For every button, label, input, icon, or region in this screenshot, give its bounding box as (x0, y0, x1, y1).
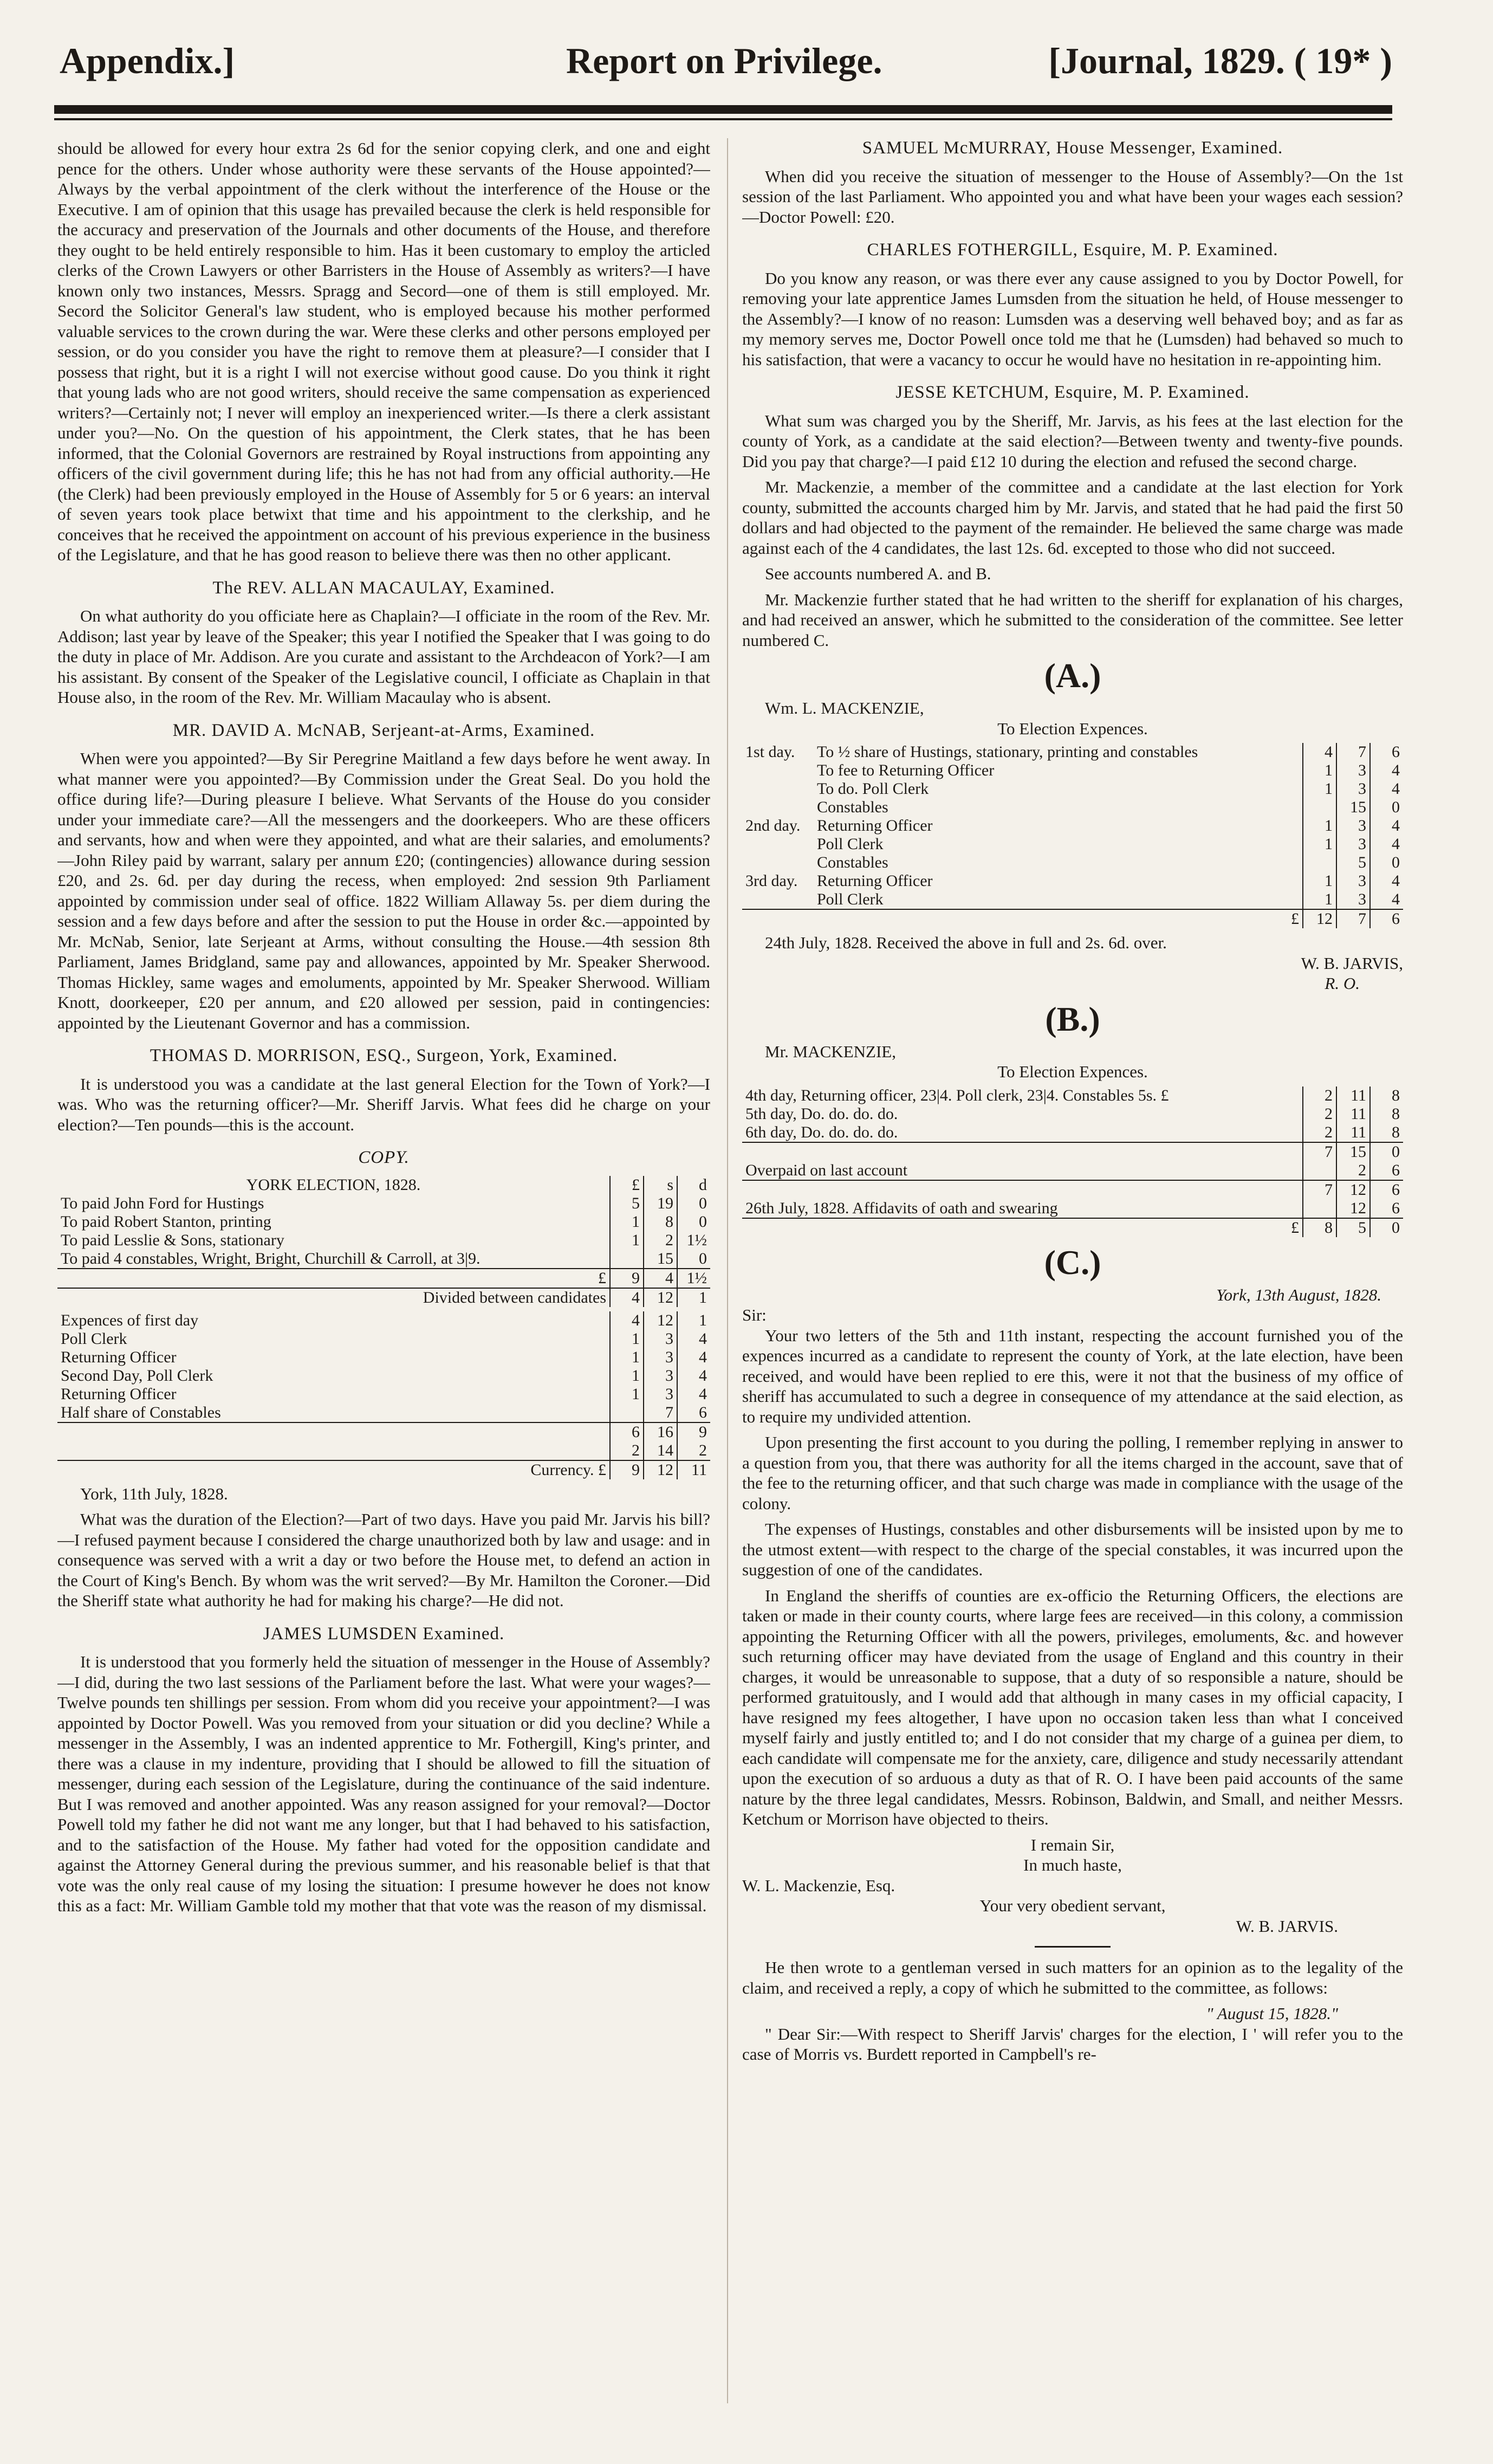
macaulay-paragraph: On what authority do you officiate here as Chaplain?—I officiate in the room of the Rev. Mr. Addison; last year by leave of the Speaker; this year I notified the Speaker that I was going to do the duty in place of Mr. Addison. Are you curate and assistant to the Archdeacon of York?—I am his assistant. By consent of the Speaker of the Legislative council, I officiate as Chaplain in that House also, in the room of the Rev. Mr. William Macaulay who is absent. (57, 606, 710, 707)
account-b-name: Mr. MACKENZIE, (765, 1042, 896, 1061)
account-b-subtotal2-row: 7 12 6 (742, 1180, 1403, 1199)
expences-add-row: 2 14 2 (57, 1441, 710, 1460)
table-row: Half share of Constables 7 6 (57, 1404, 710, 1422)
page-header (54, 34, 1392, 99)
table-row: To paid Robert Stanton, printing 1 8 0 (57, 1213, 710, 1231)
table-row: 2nd day. Returning Officer 1 3 4 (742, 817, 1403, 835)
header-rule-thin (54, 118, 1392, 120)
letter-c-haste: In much haste, (1023, 1855, 1122, 1874)
table-row: To fee to Returning Officer 1 3 4 (742, 761, 1403, 780)
mcmurray-heading: SAMUEL McMURRAY, House Messenger, Examined. (862, 138, 1283, 158)
table-row: To do. Poll Clerk 1 3 4 (742, 780, 1403, 798)
york-divided-row: Divided between candidates 4 12 1 (57, 1288, 710, 1307)
table-row: To paid John Ford for Hustings 5 19 0 (57, 1194, 710, 1213)
letter-c-remain: I remain Sir, (1030, 1835, 1115, 1854)
table-row: To paid 4 constables, Wright, Bright, Churchill & Carroll, at 3|9. 15 0 (57, 1250, 710, 1269)
macaulay-heading: The REV. ALLAN MACAULAY, Examined. (212, 578, 555, 598)
account-a-signature: W. B. JARVIS, (1301, 953, 1403, 973)
morrison-paragraph: It is understood you was a candidate at the last general Election for the Town of York?—I was. Who was the returning officer?—Mr. Sheriff Jarvis. What fees did he charge on your election?—Ten pounds—this is the account. (57, 1074, 710, 1134)
letter-c-signature: W. B. JARVIS. (1236, 1916, 1338, 1936)
york-date: York, 11th July, 1828. (80, 1484, 228, 1503)
fothergill-paragraph: Do you know any reason, or was there ever any cause assigned to you by Doctor Powell, for removing your late apprentice James Lumsden from the situation he held, of House messenger to the Assembly?—I know of no reason: Lumsden was a deserving well behaved boy; and as far as my memory serves me, Doctor Powell once told me that he (Lumsden) had behaved so much to his satisfaction, that were a vacancy to occur he would have no hesitation in re-appointing him. (742, 268, 1403, 369)
table-row: 5th day, Do. do. do. do. 2 11 8 (742, 1105, 1403, 1123)
letter-c-date: York, 13th August, 1828. (1216, 1285, 1381, 1304)
letter-c-recipient: W. L. Mackenzie, Esq. (742, 1876, 895, 1895)
clerk-testimony-paragraph: should be allowed for every hour extra 2s 6d for the senior copying clerk, and one and eight pence for the others. Under whose authority were these servants of the House appointed?—Always by the verbal appointment of the clerk without the interference of the House or the Executive. I am of opinion that this usage has prevailed because the clerk is held responsible for the accuracy and preservation of the Journals and other documents of the House, and therefore they ought to be held entirely responsible to him. Has it been customary to employ the articled clerks of the Crown Lawyers or other Barristers in the House of Assembly as writers?—I have known only two instances, Messrs. Spragg and Secord—one of them is still employed. Mr. Secord the Solicitor General's law student, who is employed because his mother performed valuable services to the crown during the war. Were these clerks and other persons employed per session, or do you consider you have the right to remove them at pleasure?—I consider that I possess that right, but it is a right I will not exercise without good cause. Do you think it right that young lads who are not good writers, should receive the same compensation as experienced writers?—Certainly not; I never will employ an inexperienced writer.—Is there a clerk assistant under you?—No. On the question of his appointment, the Clerk states, that he has been informed, that the Colonial Governors are restrained by Royal instructions from appointing any officers of the civil government during life; this he has not had from any official authority.—He (the Clerk) had been previously employed in the House of Assembly for 5 or 6 years: an interval of seven years took place betwixt that time and his appointment to the clerkship, and he conceives that he received the appointment on account of his previous experience in the business of the Legislature, and that he has good reason to believe there was then no other applicant. (57, 139, 710, 564)
letter-c-paragraph-4: In England the sheriffs of counties are ex-officio the Returning Officers, the elections are taken or made in their county courts, where large fees are received—in this colony, a commission appointing the Returning Officer with all the powers, privileges, emoluments, &c. and however such returning officer may have deviated from the usage of England and this country in their charges, it would be unreasonable to suppose, that a duty of so responsible a nature, should be performed gratuitously, and I would add that although in many cases in my official capacity, I have resigned my fees altogether, I have upon no occasion taken less than what I conceived myself fairly and justly entitled to; and I do not consider that my charge of a guinea per diem, to each candidate will compensate me for the anxiety, care, diligence and study necessarily attendant upon the execution of so arduous a duty as that of R. O. I have been paid accounts of the same nature by the three legal candidates, Messrs. Robinson, Baldwin, and Small, and neither Messrs. Ketchum or Morrison have objected to theirs. (742, 1586, 1403, 1828)
letter-c-paragraph-3: The expenses of Hustings, constables and other disbursements will be insisted upon by me to the utmost extent—with respect to the charge of the special constables, it was incurred upon the suggestion of one of the candidates. (742, 1519, 1403, 1579)
ketchum-heading: JESSE KETCHUM, Esquire, M. P. Examined. (895, 383, 1250, 402)
york-total-row: £ 9 4 1½ (57, 1269, 710, 1288)
expences-account (57, 1311, 710, 1479)
letter-c-heading: (C.) (1044, 1243, 1101, 1282)
table-row: 3rd day. Returning Officer 1 3 4 (742, 872, 1403, 890)
table-row: 1st day. To ½ share of Hustings, stationary, printing and constables 4 7 6 (742, 743, 1403, 761)
account-b-to: To Election Expences. (997, 1062, 1148, 1081)
quoted-date: " August 15, 1828." (1206, 2004, 1338, 2023)
dear-sir-paragraph: " Dear Sir:—With respect to Sheriff Jarvis' charges for the election, I ' will refer you to the case of Morris vs. Burdett reported in Campbell's re- (742, 2024, 1403, 2064)
header-rule-thick (54, 105, 1392, 114)
table-row: Returning Officer 1 3 4 (57, 1385, 710, 1404)
header-left: Appendix.] (60, 40, 235, 81)
account-b-total-row: £ 8 5 0 (742, 1218, 1403, 1237)
account-a-to: To Election Expences. (997, 719, 1148, 738)
table-row: Constables 15 0 (742, 798, 1403, 817)
account-a-received: 24th July, 1828. Received the above in full and 2s. 6d. over. (765, 933, 1167, 952)
letter-c-paragraph-2: Upon presenting the first account to you during the polling, I remember replying in answer to a question from you, that there was authority for all the items charged in the account, save that of the fee to the returning officer, and that such charge was made in compliance with the usage of the colony. (742, 1433, 1403, 1513)
york-election-title: YORK ELECTION, 1828. (246, 1175, 421, 1194)
lumsden-heading: JAMES LUMSDEN Examined. (263, 1624, 505, 1644)
left-column (57, 138, 710, 2414)
table-row: Overpaid on last account 2 6 (742, 1161, 1403, 1180)
letter-c-closing: Your very obedient servant, (979, 1896, 1166, 1915)
copy-label: COPY. (358, 1148, 410, 1167)
currency-total-row: Currency. £ 9 12 11 (57, 1460, 710, 1479)
expences-subtotal-row: 6 16 9 (57, 1422, 710, 1441)
mcnab-heading: MR. DAVID A. McNAB, Serjeant-at-Arms, Examined. (172, 720, 595, 740)
fothergill-heading: CHARLES FOTHERGILL, Esquire, M. P. Examined. (867, 240, 1278, 260)
table-row: To paid Lesslie & Sons, stationary 1 2 1½ (57, 1231, 710, 1250)
account-a-name: Wm. L. MACKENZIE, (765, 699, 924, 717)
ketchum-paragraph: What sum was charged you by the Sheriff, Mr. Jarvis, as his fees at the last election for the county of York, as a candidate at the said election?—Between twenty and twenty-five pounds. Did you pay that charge?—I paid £12 10 during the election and refused the second charge. (742, 411, 1403, 471)
mackenzie-paragraph-1: Mr. Mackenzie, a member of the committee and a candidate at the last election for York county, submitted the accounts charged him by Mr. Jarvis, and stated that he had paid the first 50 dollars and had objected to the payment of the remainder. He believed the same charge was made against each of the 4 candidates, the last 12s. 6d. excepted to those who did not succeed. (742, 477, 1403, 558)
right-column (742, 138, 1403, 2414)
see-accounts-line: See accounts numbered A. and B. (765, 564, 991, 583)
table-row: Constables 5 0 (742, 853, 1403, 872)
header-title: Report on Privilege. (566, 40, 882, 81)
account-a-heading: (A.) (1044, 656, 1101, 695)
lumsden-paragraph: It is understood that you formerly held the situation of messenger in the House of Assembly?—I did, during the two last sessions of the Parliament before the last. What were your wages?—Twelve pounds ten shillings per session. From whom did you receive your appointment?—I was appointed by Doctor Powell. Was you removed from your situation or did you decline? While a messenger in the Assembly, I was an indented apprentice to Mr. Fothergill, King's printer, and there was a clause in my indenture, providing that I should be allowed to fill the situation of messenger, during each session of the Legislature, during the continuance of the said indenture. But I was removed and another appointed. Was any reason assigned for your removal?—Doctor Powell told my father he did not want me any longer, but that I had behaved to his satisfaction, and to the satisfaction of the House. My father had voted for the opposition candidate and against the Attorney General during the previous summer, and his reasonable belief is that that vote was the only real cause of my losing the situation: I presume however he does not know this as a fact: Mr. William Gamble told my mother that that vote was the reason of my dismissal. (57, 1652, 710, 1915)
table-row: Poll Clerk 1 3 4 (742, 835, 1403, 853)
col-head-pence: d (677, 1176, 710, 1194)
mcmurray-paragraph: When did you receive the situation of messenger to the House of Assembly?—On the 1st session of the last Parliament. Who appointed you and what have been your wages each session?—Doctor Powell: £20. (742, 166, 1403, 227)
table-row: Second Day, Poll Clerk 1 3 4 (57, 1367, 710, 1385)
morrison-heading: THOMAS D. MORRISON, ESQ., Surgeon, York, Examined. (150, 1046, 618, 1065)
table-row: 4th day, Returning officer, 23|4. Poll clerk, 23|4. Constables 5s. £ 2 11 8 (742, 1087, 1403, 1105)
table-row: Returning Officer 1 3 4 (57, 1348, 710, 1367)
wrote-paragraph: He then wrote to a gentleman versed in such matters for an opinion as to the legality of the claim, and received a reply, a copy of which he submitted to the committee, as follows: (742, 1958, 1403, 1997)
letter-c-salutation: Sir: (742, 1305, 767, 1324)
duration-paragraph: What was the duration of the Election?—Part of two days. Have you paid Mr. Jarvis his bill?—I refused payment because I considered the charge unauthorized both by law and usage: and in consequence was served with a writ a day or two before the House met, to defend an action in the Court of King's Bench. By whom was the writ served?—By Mr. Hamilton the Coroner.—Did the Sheriff state what authority he had for making his charge?—He did not. (57, 1510, 710, 1610)
section-rule (1035, 1946, 1111, 1948)
table-row: Poll Clerk 1 3 4 (57, 1330, 710, 1348)
col-head-shillings: s (644, 1176, 677, 1194)
account-b-heading: (B.) (1045, 999, 1100, 1038)
column-divider (727, 138, 728, 2403)
account-a-total-row: £ 12 7 6 (742, 909, 1403, 928)
account-b-subtotal-row: 7 15 0 (742, 1142, 1403, 1161)
account-a-signature-title: R. O. (1325, 974, 1360, 993)
letter-c-paragraph-1: Your two letters of the 5th and 11th instant, respecting the account furnished you of the expences incurred as a candidate to represent the county of York, at the late election, have been received, and would have been replied to ere this, were it not that the business of my office of sheriff has accumulated to such a degree in consequence of my attendance at the said election, as to require my undivided attention. (742, 1325, 1403, 1426)
table-row: 6th day, Do. do. do. do. 2 11 8 (742, 1123, 1403, 1142)
account-a-table (742, 743, 1403, 928)
header-right: [Journal, 1829. ( 19* ) (1048, 40, 1392, 81)
table-row: 26th July, 1828. Affidavits of oath and swearing 12 6 (742, 1199, 1403, 1218)
table-row: Expences of first day 4 12 1 (57, 1311, 710, 1330)
table-row: Poll Clerk 1 3 4 (742, 890, 1403, 909)
mackenzie-paragraph-2: Mr. Mackenzie further stated that he had written to the sheriff for explanation of his charges, and had received an answer, which he submitted to the consideration of the committee. See letter numbered C. (742, 590, 1403, 650)
col-head-pounds: £ (610, 1176, 644, 1194)
mcnab-paragraph: When were you appointed?—By Sir Peregrine Maitland a few days before he went away. In what manner were you appointed?—By Commission under the Great Seal. Do you hold the office during life?—During pleasure I believe. What Servants of the House do you consider under your immediate care?—All the messengers and the doorkeepers. Who are these officers and servants, how and when were they appointed, and what are their salaries, and emoluments?—John Riley paid by warrant, salary per annum £20; (contingencies) allowance during session £20, and 2s. 6d. per day during the recess, when employed: 2nd session 9th Parliament appointed by commission under seal of office. 1822 William Allaway 5s. per diem during the session and a few days before and after the session to put the House in order &c.—appointed by Mr. McNab, Senior, late Serjeant at Arms, without consulting the House.—4th session 8th Parliament, James Bridgland, same pay and allowances, appointed by Mr. Speaker Sherwood. Thomas Hickley, same wages and emoluments, appointed by Mr. Speaker Sherwood. William Knott, doorkeeper, £20 per annum, and £20 allowed per session, paid in contingencies: appointed by the Lieutenant Governor and has a commission. (57, 749, 710, 1032)
account-b-table (742, 1087, 1403, 1237)
york-election-account (57, 1176, 710, 1307)
